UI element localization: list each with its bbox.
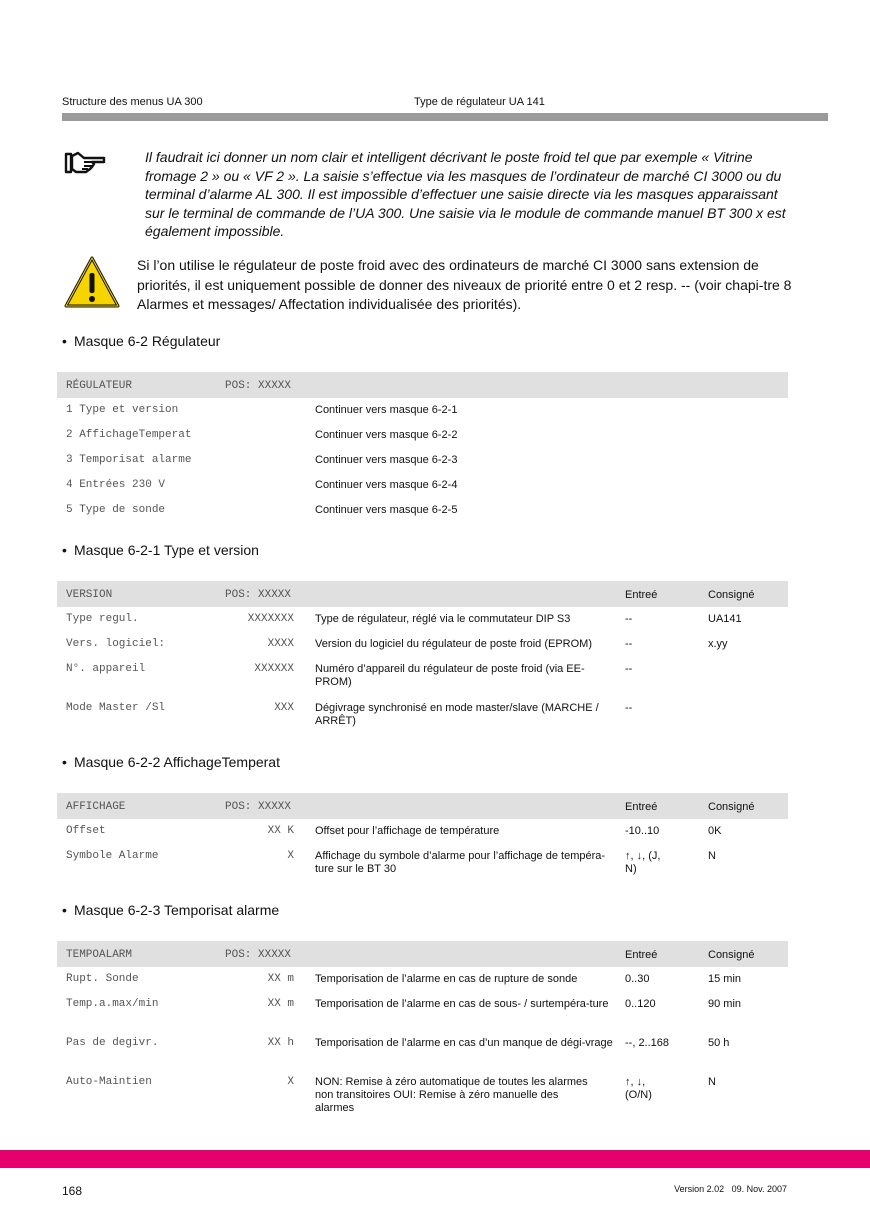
row-entree: --, 2..168 xyxy=(625,1037,670,1049)
table-row xyxy=(57,1031,788,1070)
row-entree: 0..120 xyxy=(625,998,656,1010)
table-row xyxy=(57,967,788,992)
row-entree: -- xyxy=(625,702,633,714)
row-value: XXX xyxy=(274,702,294,714)
header-chapter: Structure des menus UA 300 xyxy=(62,96,203,108)
header-consigne: Consigné xyxy=(708,949,755,961)
bullet: • xyxy=(62,542,67,558)
bullet: • xyxy=(62,902,67,918)
row-value: XX m xyxy=(267,998,294,1010)
header-entree: Entreé xyxy=(625,589,658,601)
row-description: Continuer vers masque 6-2-2 xyxy=(315,429,458,441)
row-description: Continuer vers masque 6-2-4 xyxy=(315,479,458,491)
mask-table-affichage xyxy=(57,793,788,883)
row-description: Affichage du symbole d’alarme pour l’affichage de tempéra-ture sur le BT 30 xyxy=(315,850,606,875)
row-value: XXXX xyxy=(267,638,294,650)
row-entree: -- xyxy=(625,613,633,625)
row-label: Vers. logiciel: xyxy=(66,638,166,650)
row-description: Continuer vers masque 6-2-3 xyxy=(315,454,458,466)
section-title xyxy=(62,333,220,349)
table-row xyxy=(57,607,788,632)
warning-triangle-icon xyxy=(64,256,120,313)
section-title xyxy=(62,902,279,918)
header-section: Type de régulateur UA 141 xyxy=(414,96,545,108)
table-header xyxy=(57,581,788,607)
note-text: Il faudrait ici donner un nom clair et intelligent décrivant le poste froid tel que par exemple « Vitrine fromage 2 » ou « VF 2 ». La saisie s’effectue via les masques de l’ordinateur de marché CI 3000 ou du terminal d’alarme AL 300. Il est impossible d’effectuer une saisie directe via les masques apparaissant sur le terminal de commande de l’UA 300. Une saisie via le module de commande manuel BT 300 x est également impossible. xyxy=(145,149,786,239)
row-label: 1 Type et version xyxy=(66,404,179,416)
header-pos: POS: XXXXX xyxy=(225,589,292,601)
section-title xyxy=(62,754,280,770)
row-value: XX h xyxy=(267,1037,294,1049)
row-label: Mode Master /Sl xyxy=(66,702,166,714)
row-consigne: 0K xyxy=(708,825,722,837)
header-title: AFFICHAGE xyxy=(66,801,126,813)
row-label: 4 Entrées 230 V xyxy=(66,479,166,491)
warning-text: Si l’on utilise le régulateur de poste froid avec des ordinateurs de marché CI 3000 sans extension de priorités, il est uniquement possible de donner des niveaux de priorité entre 0 et 2 resp. -- (voir chapi-tre 8 Alarmes et messages/ Affectation individualisée des priorités). xyxy=(137,257,792,312)
row-description: NON: Remise à zéro automatique de toutes les alarmes non transitoires OUI: Remise à zéro manuelle des alarmes xyxy=(315,1076,588,1114)
row-value: X xyxy=(287,1076,294,1088)
header-pos: POS: XXXXX xyxy=(225,801,292,813)
row-value: XX m xyxy=(267,973,294,985)
table-row[interactable] xyxy=(57,473,788,498)
row-description: Continuer vers masque 6-2-1 xyxy=(315,404,458,416)
bullet: • xyxy=(62,333,67,349)
mask-table-regulateur xyxy=(57,372,788,523)
header-divider xyxy=(62,113,828,121)
row-description: Temporisation de l’alarme en cas d’un manque de dégi-vrage xyxy=(315,1037,613,1049)
row-label: Symbole Alarme xyxy=(66,850,159,862)
row-entree: -- xyxy=(625,663,633,675)
row-label: Temp.a.max/min xyxy=(66,998,159,1010)
table-row[interactable] xyxy=(57,398,788,423)
table-row[interactable] xyxy=(57,498,788,523)
row-consigne: UA141 xyxy=(708,613,742,625)
row-consigne: 50 h xyxy=(708,1037,730,1049)
row-consigne: 90 min xyxy=(708,998,742,1010)
section-title-text: Masque 6-2-2 AffichageTemperat xyxy=(74,754,280,770)
header-consigne: Consigné xyxy=(708,589,755,601)
row-description: Version du logiciel du régulateur de poste froid (EPROM) xyxy=(315,638,592,650)
row-entree: -- xyxy=(625,638,633,650)
section-title-text: Masque 6-2-3 Temporisat alarme xyxy=(74,902,280,918)
row-label: Rupt. Sonde xyxy=(66,973,139,985)
row-description: Temporisation de l’alarme en cas de rupture de sonde xyxy=(315,973,578,985)
header-consigne: Consigné xyxy=(708,801,755,813)
table-row xyxy=(57,632,788,657)
row-label: 3 Temporisat alarme xyxy=(66,454,192,466)
mask-table-tempoalarm xyxy=(57,941,788,1122)
section-title-text: Masque 6-2-1 Type et version xyxy=(74,542,259,558)
table-row[interactable] xyxy=(57,448,788,473)
row-consigne: N xyxy=(708,850,716,862)
row-entree: ↑, ↓, (J, N) xyxy=(625,850,661,875)
row-label: Auto-Maintien xyxy=(66,1076,152,1088)
header-title: TEMPOALARM xyxy=(66,949,133,961)
table-header xyxy=(57,793,788,819)
pointing-hand-icon xyxy=(64,150,108,181)
table-row xyxy=(57,844,788,883)
row-entree: 0..30 xyxy=(625,973,650,985)
row-description: Numéro d’appareil du régulateur de poste froid (via EE-PROM) xyxy=(315,663,585,688)
table-header xyxy=(57,372,788,398)
row-consigne: 15 min xyxy=(708,973,742,985)
row-label: N°. appareil xyxy=(66,663,146,675)
row-consigne: N xyxy=(708,1076,716,1088)
version-info: Version 2.02 09. Nov. 2007 xyxy=(674,1184,787,1194)
header-pos: POS: XXXXX xyxy=(225,380,292,392)
row-label: Type regul. xyxy=(66,613,139,625)
header-title: VERSION xyxy=(66,589,113,601)
table-header xyxy=(57,941,788,967)
row-label: 2 AffichageTemperat xyxy=(66,429,192,441)
row-label: 5 Type de sonde xyxy=(66,504,166,516)
table-row xyxy=(57,992,788,1031)
row-label: Pas de degivr. xyxy=(66,1037,159,1049)
mask-table-version xyxy=(57,581,788,735)
header-entree: Entreé xyxy=(625,801,658,813)
table-row xyxy=(57,819,788,844)
section-title-text: Masque 6-2 Régulateur xyxy=(74,333,221,349)
table-row xyxy=(57,657,788,696)
row-entree: ↑, ↓, (O/N) xyxy=(625,1076,652,1101)
row-entree: -10..10 xyxy=(625,825,660,837)
row-description: Type de régulateur, réglé via le commutateur DIP S3 xyxy=(315,613,571,625)
header-title: RÉGULATEUR xyxy=(66,380,133,392)
row-value: XXXXXX xyxy=(254,663,294,675)
row-value: XXXXXXX xyxy=(247,613,294,625)
section-title xyxy=(62,542,259,558)
row-description: Dégivrage synchronisé en mode master/slave (MARCHE / ARRÊT) xyxy=(315,702,599,727)
row-description: Temporisation de l’alarme en cas de sous- / surtempéra-ture xyxy=(315,998,609,1010)
page-number: 168 xyxy=(62,1184,83,1198)
footer-accent-bar xyxy=(0,1150,870,1168)
table-row xyxy=(57,696,788,735)
row-consigne: x.yy xyxy=(708,638,728,650)
header-entree: Entreé xyxy=(625,949,658,961)
row-label: Offset xyxy=(66,825,106,837)
bullet: • xyxy=(62,754,67,770)
table-row xyxy=(57,1070,788,1122)
row-value: X xyxy=(287,850,294,862)
row-description: Offset pour l’affichage de température xyxy=(315,825,500,837)
header-pos: POS: XXXXX xyxy=(225,949,292,961)
table-row[interactable] xyxy=(57,423,788,448)
row-value: XX K xyxy=(267,825,294,837)
row-description: Continuer vers masque 6-2-5 xyxy=(315,504,458,516)
